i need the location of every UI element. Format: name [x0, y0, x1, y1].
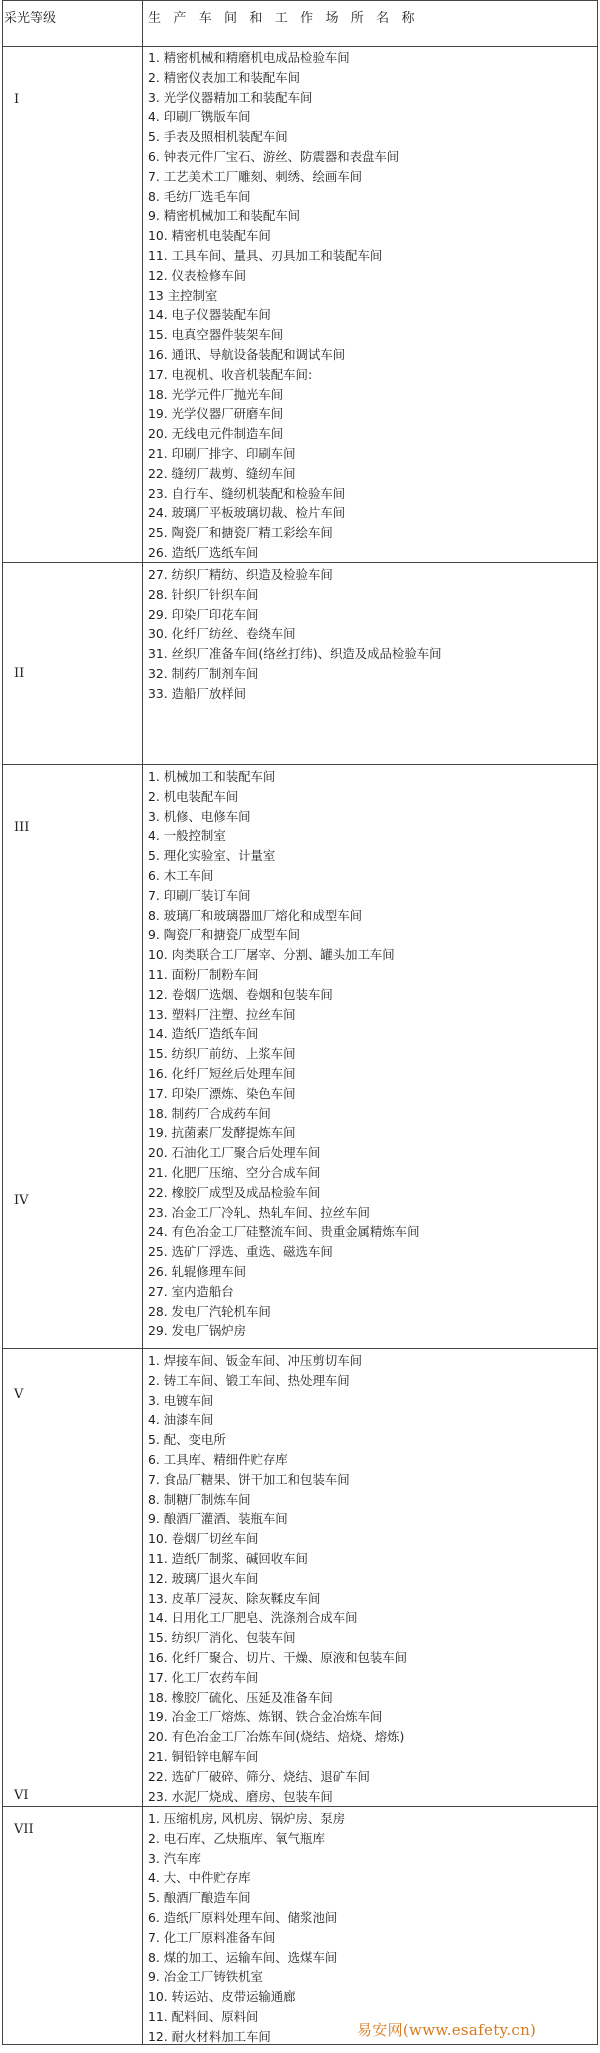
workshop-list-item: 26. 轧辊修理车间 [148, 1264, 246, 1279]
workshop-list-item: 4. 一般控制室 [148, 828, 226, 844]
workshop-list-item: 4. 大、中件贮存库 [148, 1870, 251, 1886]
workshop-list-item: 7. 食品厂糖果、饼干加工和包装车间 [148, 1471, 350, 1487]
workshop-list-item: 13. 皮革厂浸灰、除灰鞣皮车间 [148, 1590, 321, 1606]
lighting-grade-label: I [14, 92, 20, 107]
workshop-list-item: 20. 有色冶金工厂冶炼车间(烧结、焙烧、熔炼) [148, 1729, 405, 1745]
workshop-list-item: 12. 玻璃厂退火车间 [148, 1570, 259, 1586]
header-workshop-names: 生产车间和工作场所名称 [148, 11, 427, 26]
workshop-list-item: 2. 电石库、乙炔瓶库、氧气瓶库 [148, 1830, 325, 1846]
workshop-list-item: 19. 光学仪器厂研磨车间 [148, 406, 284, 422]
workshop-list-item: 22. 橡胶厂成型及成品检验车间 [148, 1184, 321, 1200]
workshop-list-item: 12. 仪表检修车间 [148, 267, 246, 283]
workshop-list-item: 6. 钟表元件厂宝石、游丝、防震器和表盘车间 [148, 149, 400, 164]
workshop-list-item: 20. 无线电元件制造车间 [148, 426, 284, 442]
lighting-grade-label: V [14, 1387, 24, 1402]
workshop-list-item: 16. 通讯、导航设备装配和调试车间 [148, 347, 346, 362]
workshop-list-item: 21. 化肥厂压缩、空分合成车间 [148, 1165, 321, 1180]
workshop-list-item: 29. 印染厂印花车间 [148, 606, 259, 622]
workshop-list-item: 17. 印染厂漂炼、染色车间 [148, 1085, 296, 1101]
table-bottom-rule [2, 2044, 598, 2045]
workshop-list-item: 16. 化纤厂短丝后处理车间 [148, 1066, 296, 1081]
lighting-grade-label: II [14, 666, 25, 681]
lighting-grade-label: VI [14, 1788, 29, 1803]
workshop-list-item: 19. 抗菌素厂发酵提炼车间 [148, 1125, 296, 1141]
lighting-grade-label: VII [14, 1822, 34, 1837]
workshop-list-item: 20. 石油化工厂聚合后处理车间 [148, 1145, 321, 1161]
workshop-list-item: 26. 造纸厂选纸车间 [148, 545, 259, 560]
section-rule [2, 1348, 598, 1349]
workshop-list-item: 4. 印刷厂镌版车间 [148, 109, 251, 125]
workshop-list-item: 5. 理化实验室、计量室 [148, 848, 276, 864]
workshop-list-item: 24. 玻璃厂平板玻璃切裁、检片车间 [148, 505, 346, 521]
workshop-list-item: 18. 橡胶厂硫化、压延及准备车间 [148, 1689, 333, 1705]
workshop-list-item: 8. 制糖厂制炼车间 [148, 1491, 251, 1507]
workshop-list-item: 27. 室内造船台 [148, 1283, 234, 1299]
workshop-list-item: 25. 陶瓷厂和搪瓷厂精工彩绘车间 [148, 525, 333, 541]
workshop-list-item: 9. 精密机械加工和装配车间 [148, 208, 301, 224]
workshop-list-item: 8. 玻璃厂和玻璃器皿厂熔化和成型车间 [148, 907, 363, 923]
workshop-list-item: 23. 水泥厂烧成、磨房、包装车间 [148, 1788, 333, 1804]
workshop-list-item: 4. 油漆车间 [148, 1412, 214, 1428]
site-watermark: 易安网(www.esafety.cn) [357, 2021, 537, 2039]
lighting-grade-label: III [14, 820, 30, 835]
workshop-list-item: 9. 冶金工厂铸铁机室 [148, 1969, 263, 1985]
workshop-list-item: 5. 配、变电所 [148, 1432, 226, 1448]
workshop-list-item: 22. 选矿厂破碎、筛分、烧结、退矿车间 [148, 1768, 370, 1784]
workshop-list-item: 8. 毛纺厂选毛车间 [148, 188, 251, 204]
workshop-list-item: 18. 制药厂合成药车间 [148, 1105, 271, 1121]
workshop-list-item: 6. 工具库、精细件贮存库 [148, 1452, 288, 1467]
workshop-list-item: 5. 酿酒厂酿造车间 [148, 1890, 251, 1906]
workshop-list-item: 21. 铜铅锌电解车间 [148, 1749, 259, 1764]
workshop-list-item: 25. 选矿厂浮选、重选、磁选车间 [148, 1244, 333, 1260]
workshop-list-item: 7. 化工厂原料准备车间 [148, 1929, 276, 1945]
workshop-list-item: 22. 缝纫厂裁剪、缝纫车间 [148, 465, 296, 481]
column-divider [142, 0, 143, 2045]
workshop-list-item: 14. 日用化工厂肥皂、洗涤剂合成车间 [148, 1610, 358, 1626]
workshop-list-item: 29. 发电厂锅炉房 [148, 1323, 246, 1339]
workshop-list-item: 15. 纺织厂消化、包装车间 [148, 1630, 296, 1646]
lighting-grade-label: IV [14, 1193, 29, 1208]
workshop-list-item: 15. 电真空器件装架车间 [148, 327, 284, 343]
workshop-list-item: 3. 光学仪器精加工和装配车间 [148, 89, 313, 105]
section-rule [2, 562, 598, 563]
workshop-list-item: 11. 配料间、原料间 [148, 2009, 259, 2024]
header-rule [2, 46, 598, 47]
workshop-list-item: 14. 电子仪器装配车间 [148, 307, 271, 323]
table-left-rule [2, 0, 3, 2045]
workshop-list-item: 27. 纺织厂精纺、织造及检验车间 [148, 567, 333, 582]
workshop-list-item: 19. 冶金工厂熔炼、炼钢、铁合金冶炼车间 [148, 1709, 383, 1725]
workshop-list-item: 7. 工艺美术工厂雕刻、刺绣、绘画车间 [148, 168, 363, 184]
workshop-list-item: 2. 精密仪表加工和装配车间 [148, 69, 301, 85]
workshop-list-item: 24. 有色冶金工厂硅整流车间、贵重金属精炼车间 [148, 1224, 420, 1240]
workshop-list-item: 21. 印刷厂排字、印刷车间 [148, 446, 296, 461]
workshop-list-item: 23. 自行车、缝纫机装配和检验车间 [148, 485, 346, 501]
workshop-list-item: 2. 机电装配车间 [148, 788, 239, 804]
workshop-list-item: 3. 汽车库 [148, 1850, 201, 1866]
table-right-rule [597, 0, 598, 2045]
workshop-list-item: 18. 光学元件厂抛光车间 [148, 386, 284, 402]
workshop-list-item: 1. 机械加工和装配车间 [148, 769, 276, 784]
workshop-list-item: 1. 压缩机房, 风机房、锅炉房、泵房 [148, 1811, 346, 1826]
workshop-list-item: 11. 工具车间、量具、刃具加工和装配车间 [148, 248, 383, 263]
workshop-list-item: 5. 手表及照相机装配车间 [148, 129, 288, 145]
workshop-list-item: 12. 卷烟厂选烟、卷烟和包装车间 [148, 986, 333, 1002]
workshop-list-item: 2. 铸工车间、锻工车间、热处理车间 [148, 1372, 350, 1388]
workshop-list-item: 31. 丝织厂准备车间(络丝打纬)、织造及成品检验车间 [148, 646, 442, 662]
workshop-list-item: 15. 纺织厂前纺、上浆车间 [148, 1046, 296, 1062]
header-lighting-grade: 采光等级 [4, 11, 57, 26]
workshop-list-item: 6. 木工车间 [148, 868, 214, 883]
workshop-list-item: 28. 针织厂针织车间 [148, 586, 259, 602]
workshop-list-item: 11. 造纸厂制浆、碱回收车间 [148, 1551, 308, 1566]
workshop-list-item: 9. 陶瓷厂和搪瓷厂成型车间 [148, 927, 301, 943]
workshop-list-item: 6. 造纸厂原料处理车间、储浆池间 [148, 1910, 338, 1925]
workshop-list-item: 11. 面粉厂制粉车间 [148, 967, 259, 982]
workshop-list-item: 17. 化工厂农药车间 [148, 1669, 259, 1685]
workshop-list-item: 14. 造纸厂造纸车间 [148, 1026, 259, 1042]
section-rule [2, 764, 598, 765]
workshop-list-item: 33. 造船厂放样间 [148, 685, 246, 701]
workshop-list-item: 10. 精密机电装配车间 [148, 228, 271, 244]
workshop-list-item: 10. 肉类联合工厂屠宰、分割、罐头加工车间 [148, 947, 395, 963]
workshop-list-item: 7. 印刷厂装订车间 [148, 887, 251, 903]
workshop-list-item: 17. 电视机、收音机装配车间: [148, 366, 313, 382]
workshop-list-item: 9. 酿酒厂灌酒、装瓶车间 [148, 1511, 288, 1527]
table-top-rule [2, 0, 598, 1]
workshop-list-item: 10. 转运站、皮带运输通廊 [148, 1989, 296, 2005]
workshop-list-item: 13 主控制室 [148, 287, 218, 303]
workshop-list-item: 32. 制药厂制剂车间 [148, 666, 259, 681]
workshop-list-item: 28. 发电厂汽轮机车间 [148, 1303, 271, 1319]
workshop-list-item: 16. 化纤厂聚合、切片、干燥、原液和包装车间 [148, 1650, 408, 1665]
workshop-list-item: 1. 焊接车间、钣金车间、冲压剪切车间 [148, 1353, 363, 1368]
workshop-list-item: 10. 卷烟厂切丝车间 [148, 1531, 259, 1547]
workshop-list-item: 12. 耐火材料加工车间 [148, 2028, 271, 2044]
workshop-list-item: 30. 化纤厂纺丝、卷绕车间 [148, 626, 296, 642]
workshop-list-item: 3. 电镀车间 [148, 1392, 214, 1408]
workshop-list-item: 23. 冶金工厂冷轧、热轧车间、拉丝车间 [148, 1204, 370, 1220]
workshop-list-item: 8. 煤的加工、运输车间、选煤车间 [148, 1949, 338, 1965]
workshop-list-item: 13. 塑料厂注塑、拉丝车间 [148, 1006, 296, 1022]
workshop-list-item: 3. 机修、电修车间 [148, 808, 251, 824]
workshop-list-item: 1. 精密机械和精磨机电成品检验车间 [148, 50, 350, 65]
